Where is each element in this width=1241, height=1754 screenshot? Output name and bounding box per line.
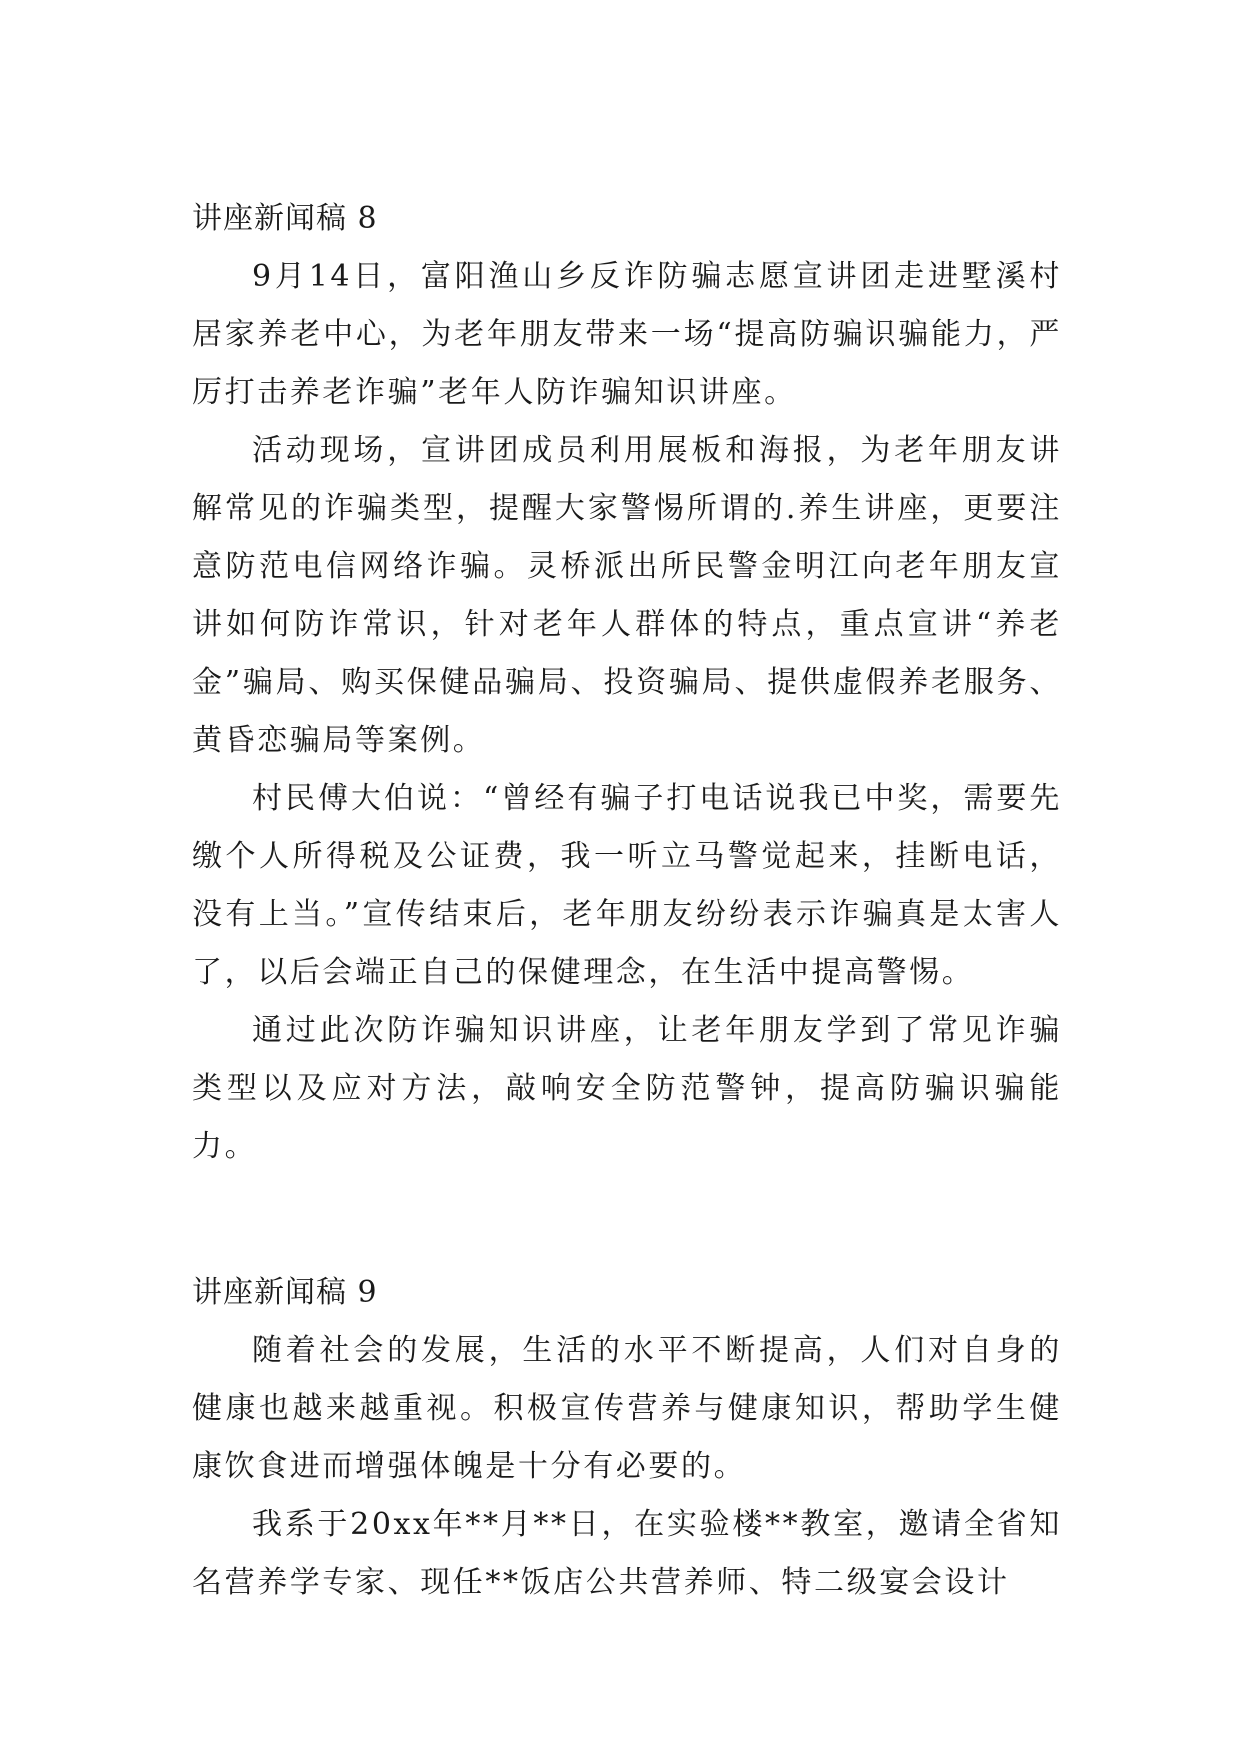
article-paragraph: 9月14日，富阳渔山乡反诈防骗志愿宣讲团走进墅溪村居家养老中心，为老年朋友带来一场“提高防骗识骗能力，严厉打击养老诈骗”老年人防诈骗知识讲座。 [192,259,1062,410]
section-spacer [192,1176,1062,1264]
article-paragraph: 通过此次防诈骗知识讲座，让老年朋友学到了常见诈骗类型以及应对方法，敲响安全防范警钟，提高防骗识骗能力。 [192,1013,1062,1164]
article-paragraph: 活动现场，宣讲团成员利用展板和海报，为老年朋友讲解常见的诈骗类型，提醒大家警惕所谓的.养生讲座，更要注意防范电信网络诈骗。灵桥派出所民警金明江向老年朋友宣讲如何防诈常识，针对老年人群体的特点，重点宣讲“养老金”骗局、购买保健品骗局、投资骗局、提供虚假养老服务、黄昏恋骗局等案例。 [192,433,1062,758]
article-9 [192,1264,1062,1612]
article-title: 讲座新闻稿 9 [192,1275,378,1310]
article-paragraph: 随着社会的发展，生活的水平不断提高，人们对自身的健康也越来越重视。积极宣传营养与健康知识，帮助学生健康饮食进而增强体魄是十分有必要的。 [192,1333,1062,1484]
document-body [192,190,1062,1612]
article-title: 讲座新闻稿 8 [192,201,378,236]
article-paragraph: 村民傅大伯说：“曾经有骗子打电话说我已中奖，需要先缴个人所得税及公证费，我一听立马警觉起来，挂断电话，没有上当。”宣传结束后，老年朋友纷纷表示诈骗真是太害人了，以后会端正自己的保健理念，在生活中提高警惕。 [192,781,1062,990]
article-8 [192,190,1062,1176]
article-paragraph: 我系于20xx年**月**日，在实验楼**教室，邀请全省知名营养学专家、现任**饭店公共营养师、特二级宴会设计 [192,1507,1062,1600]
